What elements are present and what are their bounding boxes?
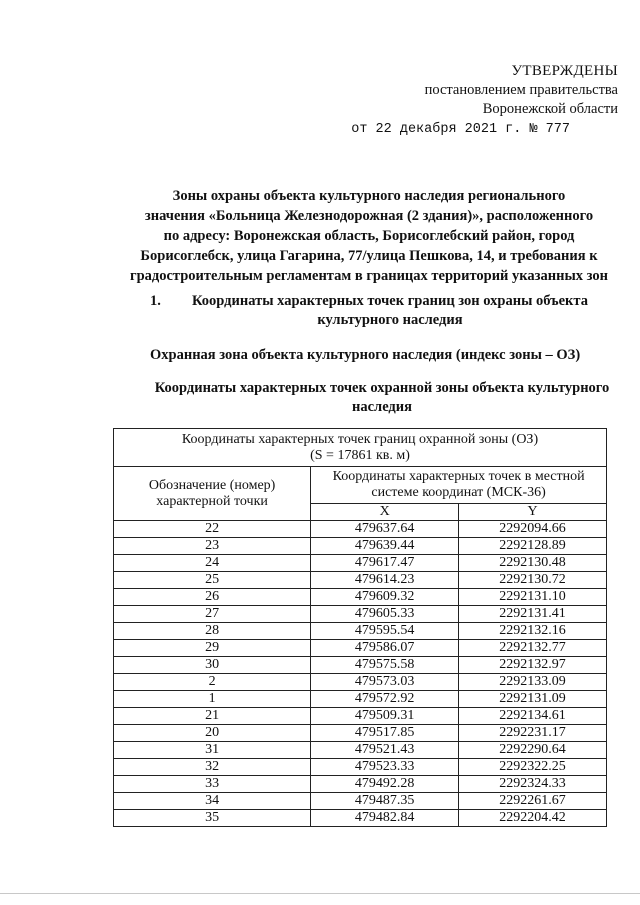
x-coordinate-cell: 479595.54 [311,623,459,640]
y-coordinate-cell: 2292261.67 [459,793,607,810]
table-row [114,793,607,810]
table-row [114,555,607,572]
x-coordinate-cell: 479573.03 [311,674,459,691]
document-title [110,186,628,286]
point-number-cell: 24 [114,555,311,572]
table-row [114,674,607,691]
title-line: Зоны охраны объекта культурного наследия регионального [172,188,566,204]
coordinates-table [113,428,607,827]
y-coordinate-cell: 2292132.16 [459,623,607,640]
point-number-cell: 20 [114,725,311,742]
x-coordinate-cell: 479586.07 [311,640,459,657]
y-coordinate-cell: 2292132.97 [459,657,607,674]
coordinates-title-line-1: Координаты характерных точек охранной зоны объекта культурного [154,380,610,396]
y-coordinate-cell: 2292130.72 [459,572,607,589]
table-row [114,521,607,538]
title-line: по адресу: Воронежская область, Борисоглебский район, город [163,228,575,244]
table-row [114,776,607,793]
y-coordinate-cell: 2292322.25 [459,759,607,776]
table-caption-line-2: (S = 17861 кв. м) [310,448,410,463]
point-number-cell: 27 [114,606,311,623]
point-number-cell: 1 [114,691,311,708]
table-row [114,759,607,776]
title-line: Борисоглебск, улица Гагарина, 77/улица Пешкова, 14, и требования к [140,248,598,264]
y-coordinate-cell: 2292231.17 [459,725,607,742]
table-caption-row [114,429,607,467]
point-number-cell: 23 [114,538,311,555]
x-coordinate-cell: 479605.33 [311,606,459,623]
approval-line-1: постановлением правительства [424,82,618,98]
coordinates-title [142,379,622,417]
x-coordinate-cell: 479492.28 [311,776,459,793]
x-coordinate-cell: 479487.35 [311,793,459,810]
table-row [114,589,607,606]
page-bottom-divider [0,893,640,894]
point-number-cell: 34 [114,793,311,810]
point-number-cell: 21 [114,708,311,725]
y-coordinate-cell: 2292131.41 [459,606,607,623]
y-column-header: Y [459,504,607,521]
y-coordinate-cell: 2292204.42 [459,810,607,827]
section-heading [150,292,630,330]
point-number-cell: 32 [114,759,311,776]
approval-block [351,62,618,139]
x-coordinate-cell: 479482.84 [311,810,459,827]
x-coordinate-cell: 479617.47 [311,555,459,572]
table-row [114,538,607,555]
y-coordinate-cell: 2292324.33 [459,776,607,793]
section-title-line-1: Координаты характерных точек границ зон охраны объекта [192,293,588,309]
point-number-cell: 30 [114,657,311,674]
table-row [114,657,607,674]
table-row [114,708,607,725]
approval-stamp: УТВЕРЖДЕНЫ [511,63,618,79]
table-row [114,810,607,827]
y-coordinate-cell: 2292131.09 [459,691,607,708]
x-coordinate-cell: 479639.44 [311,538,459,555]
table-row [114,691,607,708]
section-number: 1. [150,293,161,309]
point-number-cell: 26 [114,589,311,606]
y-coordinate-cell: 2292133.09 [459,674,607,691]
table-header-row [114,467,607,504]
table-row [114,725,607,742]
x-coordinate-cell: 479521.43 [311,742,459,759]
point-column-header: Обозначение (номер) характерной точки [114,467,311,521]
point-number-cell: 28 [114,623,311,640]
table-caption-line-1: Координаты характерных точек границ охранной зоны (ОЗ) [181,432,539,447]
x-column-header: X [311,504,459,521]
x-coordinate-cell: 479523.33 [311,759,459,776]
y-coordinate-cell: 2292132.77 [459,640,607,657]
x-coordinate-cell: 479509.31 [311,708,459,725]
x-coordinate-cell: 479614.23 [311,572,459,589]
x-coordinate-cell: 479637.64 [311,521,459,538]
table-caption [114,429,607,467]
approval-order: от 22 декабря 2021 г. № 777 [351,122,570,137]
point-number-cell: 2 [114,674,311,691]
title-line: градостроительным регламентам в границах территорий указанных зон [129,268,608,284]
point-number-cell: 25 [114,572,311,589]
table-row [114,640,607,657]
y-coordinate-cell: 2292131.10 [459,589,607,606]
point-number-cell: 33 [114,776,311,793]
x-coordinate-cell: 479572.92 [311,691,459,708]
x-coordinate-cell: 479609.32 [311,589,459,606]
system-column-header: Координаты характерных точек в местной системе координат (МСК-36) [311,467,607,504]
approval-line-2: Воронежской области [482,101,618,117]
title-line: значения «Больница Железнодорожная (2 здания)», расположенного [144,208,594,224]
section-title-line-2: культурного наследия [317,312,463,328]
point-number-cell: 31 [114,742,311,759]
y-coordinate-cell: 2292094.66 [459,521,607,538]
x-coordinate-cell: 479517.85 [311,725,459,742]
zone-title: Охранная зона объекта культурного наследия (индекс зоны – ОЗ) [150,347,581,363]
table-row [114,742,607,759]
table-row [114,572,607,589]
point-number-cell: 35 [114,810,311,827]
table-row [114,623,607,640]
x-coordinate-cell: 479575.58 [311,657,459,674]
table-row [114,606,607,623]
point-number-cell: 29 [114,640,311,657]
coordinates-title-line-2: наследия [352,399,412,415]
y-coordinate-cell: 2292130.48 [459,555,607,572]
point-number-cell: 22 [114,521,311,538]
y-coordinate-cell: 2292134.61 [459,708,607,725]
y-coordinate-cell: 2292128.89 [459,538,607,555]
y-coordinate-cell: 2292290.64 [459,742,607,759]
